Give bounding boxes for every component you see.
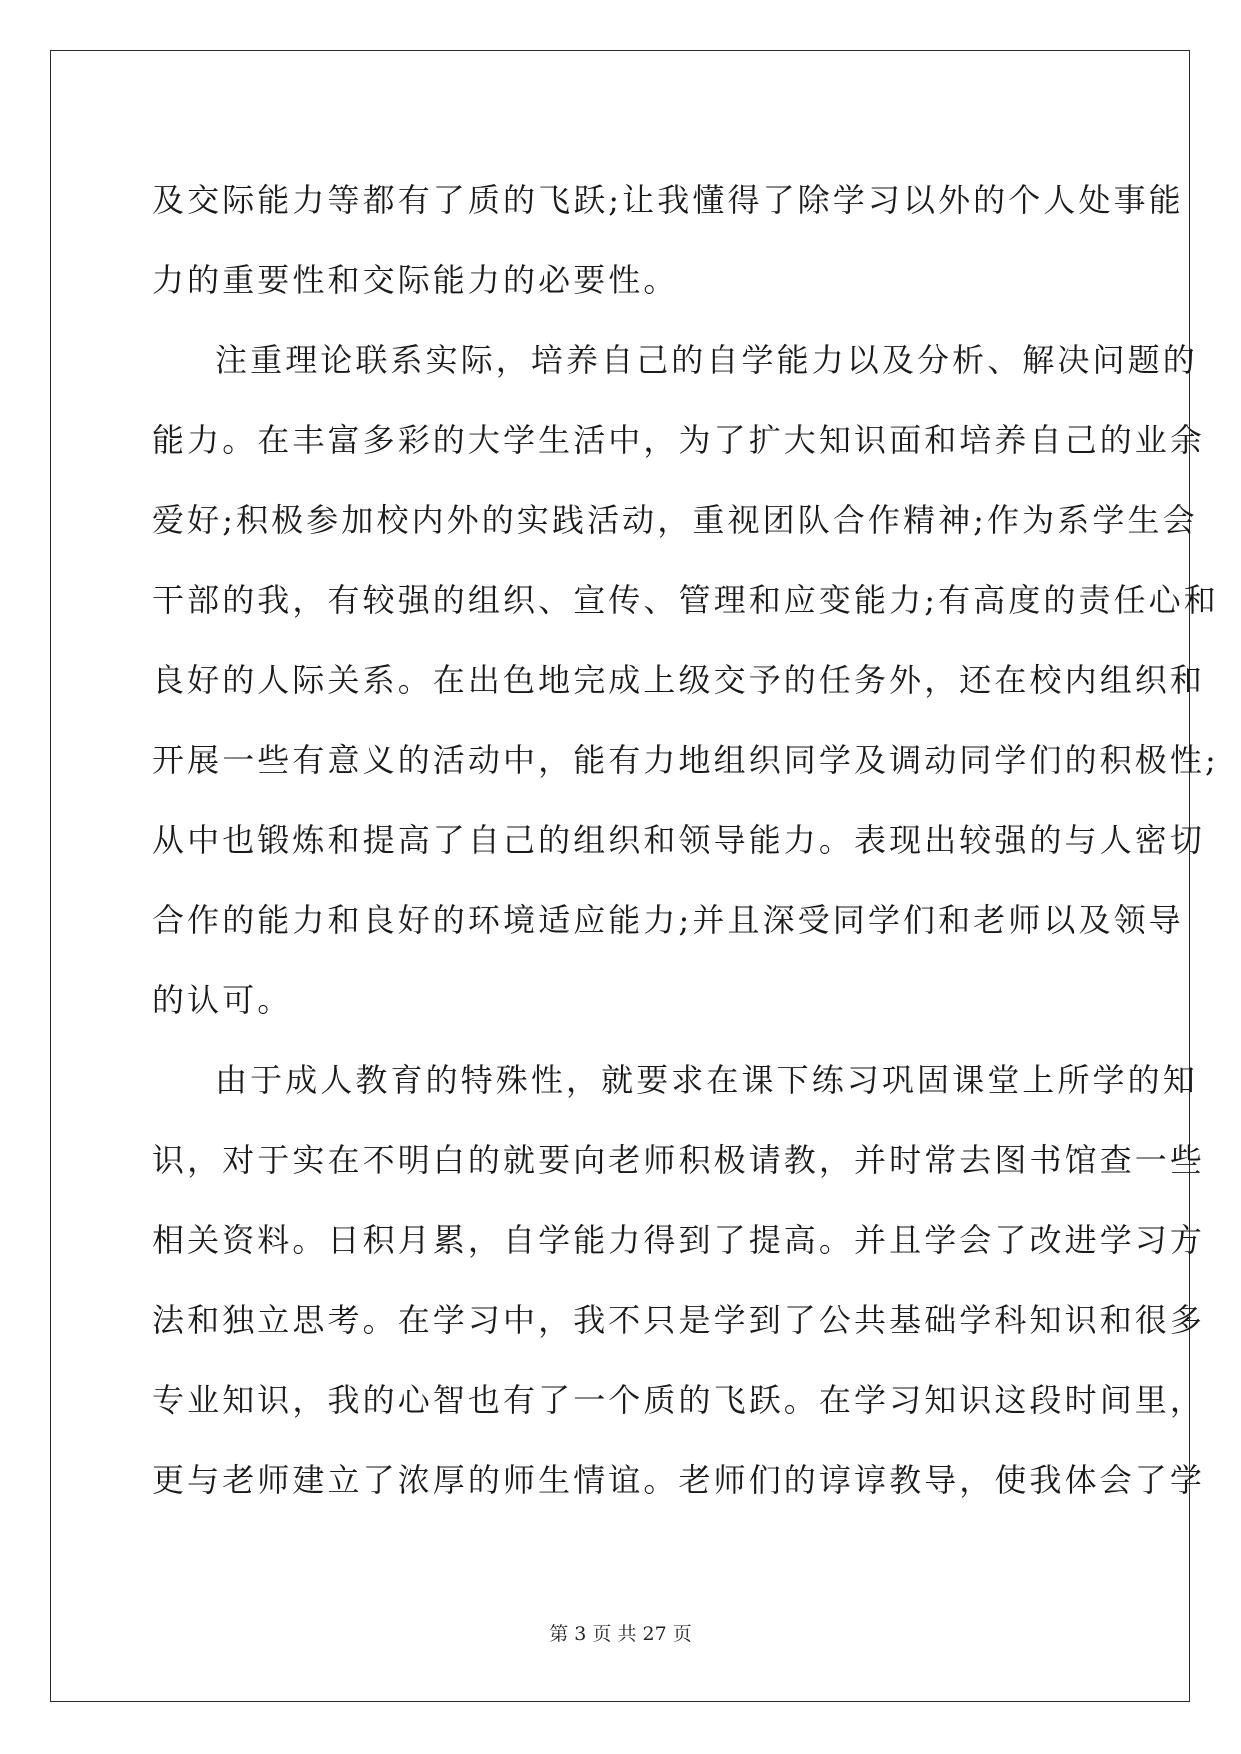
text-line: 爱好;积极参加校内外的实践活动，重视团队合作精神;作为系学生会 xyxy=(152,501,1198,539)
text-line: 专业知识，我的心智也有了一个质的飞跃。在学习知识这段时间里， xyxy=(152,1381,1206,1419)
text-line: 识，对于实在不明白的就要向老师积极请教，并时常去图书馆查一些 xyxy=(152,1141,1206,1179)
text-line: 更与老师建立了浓厚的师生情谊。老师们的谆谆教导，使我体会了学 xyxy=(152,1461,1206,1499)
paragraph-start-line: 注重理论联系实际，培养自己的自学能力以及分析、解决问题的 xyxy=(215,341,1198,379)
text-line: 开展一些有意义的活动中，能有力地组织同学及调动同学们的积极性; xyxy=(152,741,1219,779)
text-line: 能力。在丰富多彩的大学生活中，为了扩大知识面和培养自己的业余 xyxy=(152,421,1206,459)
text-line: 法和独立思考。在学习中，我不只是学到了公共基础学科知识和很多 xyxy=(152,1301,1206,1339)
text-line: 力的重要性和交际能力的必要性。 xyxy=(152,261,679,299)
paragraph-start-line: 由于成人教育的特殊性，就要求在课下练习巩固课堂上所学的知 xyxy=(215,1061,1198,1099)
page-number-footer: 第 3 页 共 27 页 xyxy=(549,1623,692,1645)
text-line: 合作的能力和良好的环境适应能力;并且深受同学们和老师以及领导 xyxy=(152,901,1184,939)
text-line: 的认可。 xyxy=(152,981,293,1019)
text-line: 良好的人际关系。在出色地完成上级交予的任务外，还在校内组织和 xyxy=(152,661,1206,699)
document-body xyxy=(152,160,1219,1520)
text-line: 从中也锻炼和提高了自己的组织和领导能力。表现出较强的与人密切 xyxy=(152,821,1206,859)
text-line: 及交际能力等都有了质的飞跃;让我懂得了除学习以外的个人处事能 xyxy=(152,181,1184,219)
text-line: 相关资料。日积月累，自学能力得到了提高。并且学会了改进学习方 xyxy=(152,1221,1206,1259)
text-line: 干部的我，有较强的组织、宣传、管理和应变能力;有高度的责任心和 xyxy=(152,581,1219,619)
